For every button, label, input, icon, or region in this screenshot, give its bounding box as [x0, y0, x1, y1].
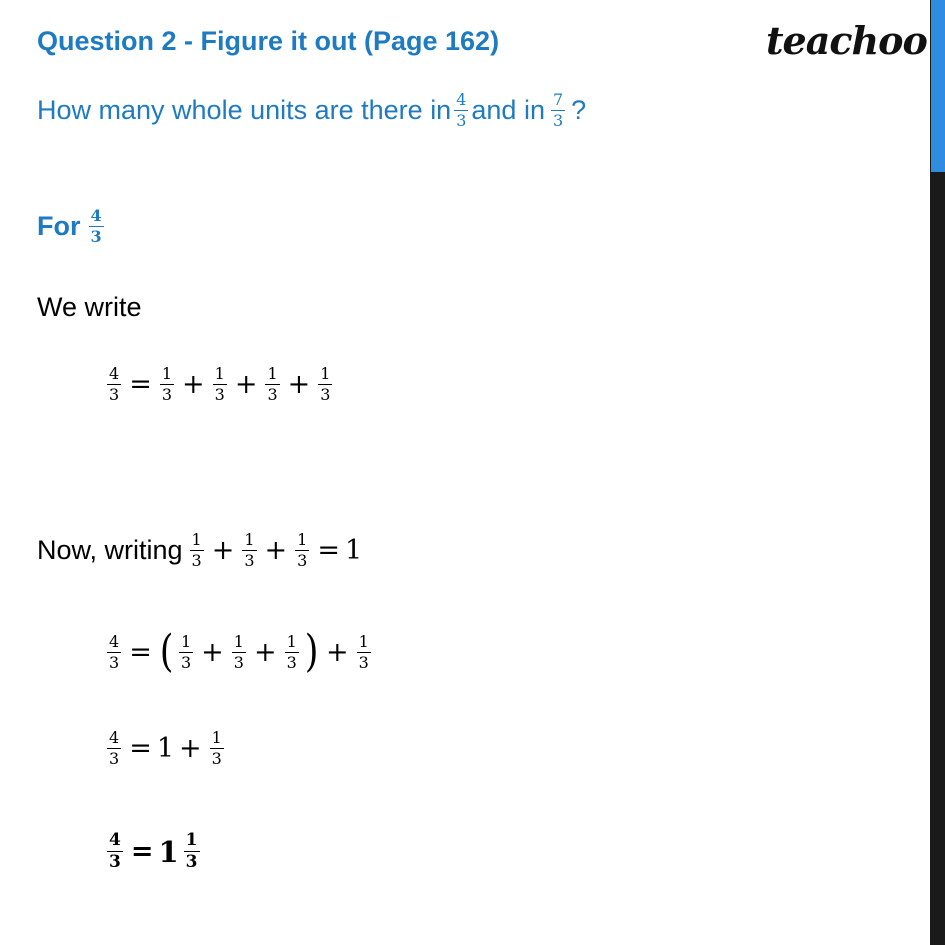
page-title: Question 2 - Figure it out (Page 162) — [37, 26, 500, 56]
fraction: $\frac{1}{3}$ — [211, 728, 222, 768]
fraction: $\frac{1}{3}$ — [185, 830, 198, 872]
fraction-four-thirds: $\frac{4}{3}$ — [456, 90, 467, 130]
scrollbar-thumb[interactable] — [931, 0, 945, 172]
fraction: $\frac{1}{3}$ — [161, 364, 172, 404]
fraction: $\frac{1}{3}$ — [244, 530, 255, 570]
fraction-four-thirds: $\frac{4}{3}$ — [90, 206, 102, 246]
fraction: $\frac{1}{3}$ — [191, 530, 202, 570]
question-text — [37, 92, 586, 129]
left-paren: ( — [159, 626, 174, 677]
question-text-before: How many whole units are there in — [37, 95, 452, 125]
equation-grouped: $\frac{4}{3}$ = ( $\frac{1}{3}$ + $\frac{1}{3}$ + $\frac{1}{3}$ ) + $\frac{1}{3}$ — [109, 626, 369, 677]
fraction-seven-thirds: $\frac{7}{3}$ — [552, 90, 564, 130]
we-write-text: We write — [37, 292, 142, 322]
question-text-middle: and in — [471, 95, 545, 125]
right-paren: ) — [304, 626, 319, 677]
fraction: $\frac{1}{3}$ — [358, 631, 369, 672]
fraction: $\frac{4}{3}$ — [109, 631, 120, 672]
fraction: $\frac{1}{3}$ — [320, 364, 331, 404]
final-answer: $\frac{4}{3}$ = 1 $\frac{1}{3}$ — [109, 830, 198, 872]
now-writing-line: Now, writing $\frac{1}{3}$ + $\frac{1}{3}$ + $\frac{1}{3}$ = 1 — [37, 530, 363, 570]
fraction: $\frac{4}{3}$ — [109, 830, 121, 872]
fraction: $\frac{4}{3}$ — [109, 728, 120, 768]
equation-one-plus-third: $\frac{4}{3}$ = 1 + $\frac{1}{3}$ — [109, 728, 222, 768]
fraction: $\frac{1}{3}$ — [286, 631, 297, 672]
fraction: $\frac{1}{3}$ — [214, 364, 225, 404]
section-heading: For $\frac{4}{3}$ — [37, 206, 102, 246]
question-text-after: ? — [571, 95, 587, 125]
fraction: $\frac{1}{3}$ — [297, 530, 308, 570]
fraction: $\frac{4}{3}$ — [109, 364, 120, 404]
fraction: $\frac{1}{3}$ — [180, 631, 192, 672]
teachoo-logo: teachoo — [766, 18, 927, 63]
equation-sum-of-thirds: $\frac{4}{3}$ = $\frac{1}{3}$ + $\frac{1}{3}$ + $\frac{1}{3}$ + $\frac{1}{3}$ — [109, 364, 331, 404]
fraction: $\frac{1}{3}$ — [233, 631, 244, 672]
fraction: $\frac{1}{3}$ — [267, 364, 278, 404]
